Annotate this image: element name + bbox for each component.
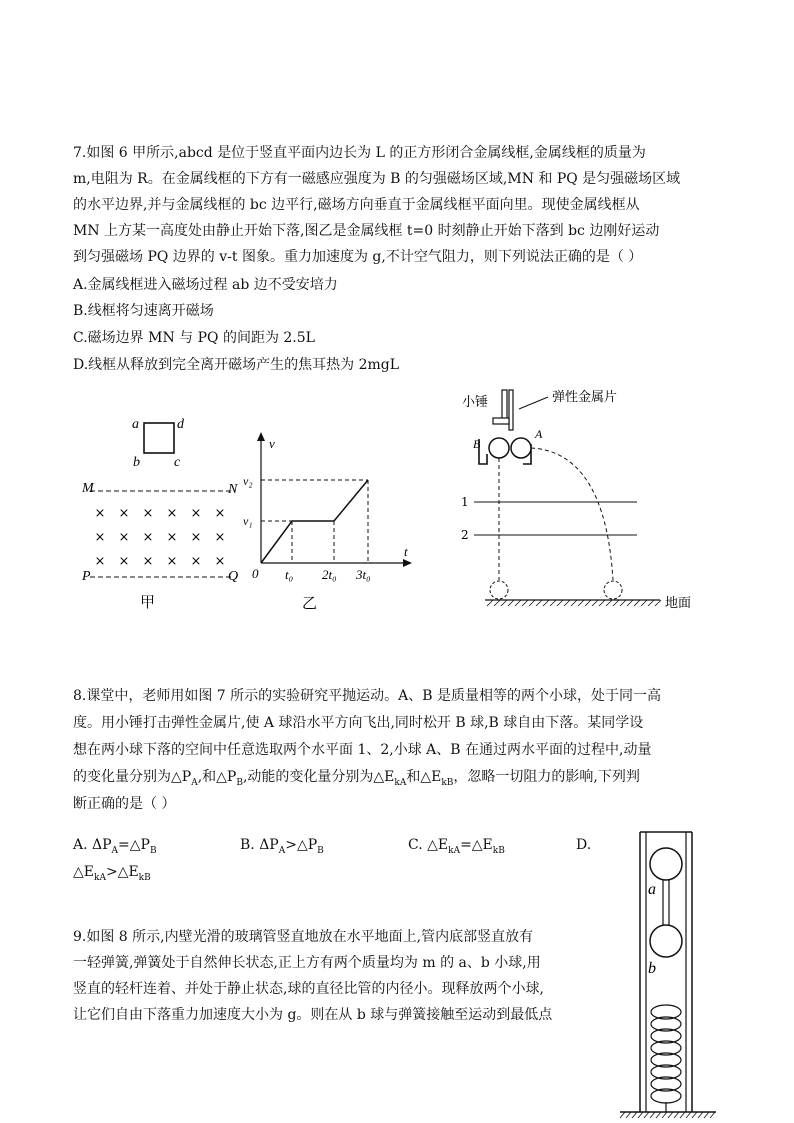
label-v1: v₁: [243, 514, 253, 528]
hatch-mark: [668, 1112, 673, 1118]
hatch-mark: [522, 600, 528, 606]
hatch-mark: [613, 600, 619, 606]
field-cross: ×: [118, 530, 130, 545]
hatch-mark: [620, 600, 626, 606]
hatch-mark: [529, 600, 535, 606]
q8-line-4: 的变化量分别为$\triangle P_A$,和$\triangle P_B$,动能的变化量分别为$\triangle E_{kA}$和$\triangle E_{kB}$，忽略一切阻力的影响,下列判: [73, 769, 640, 788]
hatch-mark: [680, 1112, 685, 1118]
figure-tube: [612, 830, 724, 1120]
label-ball-a: A: [535, 427, 543, 441]
q9-line-2: 一轻弹簧,弹簧处于自然伸长状态,正上方有两个质量均为 m 的 a、b 小球,用: [73, 955, 541, 971]
label-m: M: [82, 481, 94, 496]
hatch-mark: [494, 600, 500, 606]
hatch-mark: [564, 600, 570, 606]
hatch-mark: [650, 1112, 655, 1118]
hatch-mark: [638, 1112, 643, 1118]
hatch-mark: [648, 600, 654, 606]
label-d: d: [177, 417, 184, 432]
field-cross: ×: [214, 530, 226, 545]
q7-line-3: 的水平边界,并与金属线框的 bc 边平行,磁场方向垂直于金属线框平面向里。现使金属线框从: [73, 197, 640, 213]
label-plane-2: 2: [461, 528, 469, 542]
field-cross: ×: [118, 554, 130, 569]
hatch-mark: [592, 600, 598, 606]
figure-jia: [78, 412, 253, 612]
field-cross: ×: [190, 530, 202, 545]
ball-a: [511, 438, 531, 458]
hatch-mark: [515, 600, 521, 606]
hatch-mark: [578, 600, 584, 606]
hatch-mark: [656, 1112, 661, 1118]
label-n: N: [228, 482, 238, 497]
hatch-mark: [508, 600, 514, 606]
q8-option-b: B. $\Delta P_A>\triangle P_B$: [240, 837, 324, 856]
ball-b-landing: [490, 581, 508, 599]
label-ball-a: a: [648, 881, 656, 898]
field-cross: ×: [94, 530, 106, 545]
label-3t0: 3t₀: [356, 567, 371, 582]
hatch-mark: [632, 1112, 637, 1118]
q7-option-c: C.磁场边界 MN 与 PQ 的间距为 2.5L: [73, 330, 315, 346]
q7-option-a: A.金属线框进入磁场过程 ab 边不受安培力: [73, 277, 338, 293]
q8-line-5: 断正确的是（ ）: [73, 796, 176, 812]
trajectory-a: [531, 448, 613, 580]
label-ball-b: B: [473, 437, 481, 451]
ground-hatch: [487, 600, 661, 606]
field-cross: ×: [166, 506, 178, 521]
label-v: v: [269, 436, 275, 451]
hatch-mark: [571, 600, 577, 606]
q7-option-b: B.线框将匀速离开磁场: [73, 303, 214, 319]
ball-b: [650, 925, 682, 957]
label-ground: 地面: [665, 596, 692, 611]
hatch-mark: [487, 600, 493, 606]
hatch-mark: [606, 600, 612, 606]
q8-option-d-label: D.: [576, 837, 592, 853]
ball-b: [489, 438, 509, 458]
hatch-mark: [501, 600, 507, 606]
hatch-mark: [543, 600, 549, 606]
hatch-mark: [698, 1112, 703, 1118]
label-a: a: [132, 417, 139, 432]
label-t0: t₀: [285, 567, 294, 582]
field-cross: ×: [190, 506, 202, 521]
magnetic-field-crosses: [95, 506, 226, 569]
hatch-mark: [599, 600, 605, 606]
q8-option-c: C. $\triangle E_{kA}=\triangle E_{kB}$: [408, 837, 505, 856]
label-origin: 0: [252, 566, 259, 581]
q7-line-2: m,电阻为 R。在金属线框的下方有一磁感应强度为 B 的匀强磁场区域,MN 和 PQ 是匀强磁场区域: [73, 171, 681, 187]
q8-line-3: 想在两小球下落的空间中任意选取两个水平面 1、2,小球 A、B 在通过两水平面的过程中,动量: [73, 742, 652, 758]
hatch-mark: [710, 1112, 715, 1118]
label-ball-b: b: [648, 960, 656, 977]
field-cross: ×: [214, 506, 226, 521]
field-cross: ×: [142, 530, 154, 545]
q7-line-4: MN 上方某一高度处由静止开始下落,图乙是金属线框 t=0 时刻静止开始下落到 bc 边刚好运动: [73, 223, 660, 239]
hatch-mark: [655, 600, 661, 606]
pointer-sheet: [519, 397, 548, 409]
label-plane-1: 1: [461, 495, 469, 509]
field-cross: ×: [94, 506, 106, 521]
q9-line-4: 让它们自由下落重力加速度大小为 g。则在从 b 球与弹簧接触至运动到最低点: [73, 1007, 553, 1023]
q8-option-d: $\triangle E_{kA}>\triangle E_{kB}$: [73, 864, 151, 883]
field-cross: ×: [118, 506, 130, 521]
caption-yi: 乙: [302, 594, 318, 612]
caption-jia: 甲: [140, 593, 156, 611]
hatch-mark: [585, 600, 591, 606]
hatch-mark: [627, 600, 633, 606]
hatch-mark: [550, 600, 556, 606]
q9-line-1: 9.如图 8 所示,内壁光滑的玻璃管竖直地放在水平地面上,管内底部竖直放有: [73, 929, 534, 945]
hatch-mark: [674, 1112, 679, 1118]
figure-yi: [240, 428, 425, 613]
q7-line-5: 到匀强磁场 PQ 边界的 v-t 图象。重力加速度为 g,不计空气阻力，则下列说法正确的是（ ）: [73, 249, 643, 265]
field-cross: ×: [166, 530, 178, 545]
field-cross: ×: [94, 554, 106, 569]
hammer-handle: [502, 390, 507, 422]
field-cross: ×: [142, 554, 154, 569]
ball-a: [650, 848, 682, 880]
hatch-mark: [634, 600, 640, 606]
hatch-mark: [620, 1112, 625, 1118]
label-q: Q: [228, 569, 239, 584]
spring-sheet: [509, 390, 513, 430]
label-b: b: [133, 455, 140, 470]
t-axis-arrow: [403, 559, 412, 567]
hatch-mark: [557, 600, 563, 606]
hatch-mark: [644, 1112, 649, 1118]
q7-option-d: D.线框从释放到完全离开磁场产生的焦耳热为 2mgL: [73, 357, 400, 373]
label-p: P: [82, 569, 91, 584]
label-c: c: [174, 455, 181, 470]
hatch-mark: [686, 1112, 691, 1118]
q8-line-1: 8.课堂中，老师用如图 7 所示的实验研究平抛运动。A、B 是质量相等的两个小球，处于同一高: [73, 688, 662, 704]
hatch-mark: [662, 1112, 667, 1118]
label-2t0: 2t₀: [322, 567, 337, 582]
label-v2: v₂: [243, 474, 253, 488]
hammer-head: [493, 418, 509, 424]
field-cross: ×: [166, 554, 178, 569]
v-axis-arrow: [257, 432, 265, 441]
q8-option-a: A. $\Delta P_A=\triangle P_B$: [73, 837, 157, 856]
hatch-mark: [536, 600, 542, 606]
figure-apparatus: [455, 382, 705, 617]
label-spring-sheet: 弹性金属片: [552, 390, 618, 405]
hatch-mark: [626, 1112, 631, 1118]
field-cross: ×: [190, 554, 202, 569]
spring: [651, 1005, 681, 1112]
q7-line-1: 7.如图 6 甲所示,abcd 是位于竖直平面内边长为 L 的正方形闭合金属线框,金属线框的质量为: [73, 145, 646, 161]
label-hammer: 小锤: [462, 395, 489, 410]
label-t: t: [404, 544, 408, 559]
ball-a-landing: [604, 581, 622, 599]
field-cross: ×: [214, 554, 226, 569]
hatch-mark: [641, 600, 647, 606]
field-cross: ×: [142, 506, 154, 521]
q8-line-2: 度。用小锤打击弹性金属片,使 A 球沿水平方向飞出,同时松开 B 球,B 球自由下落。某同学设: [73, 715, 644, 731]
square-frame: [144, 423, 174, 453]
hatch-mark: [692, 1112, 697, 1118]
q9-line-3: 竖直的轻杆连着、并处于静止状态,球的直径比管的内径小。现释放两个小球,: [73, 981, 544, 997]
hatch-mark: [704, 1112, 709, 1118]
tube-ground-hatch: [620, 1112, 715, 1118]
